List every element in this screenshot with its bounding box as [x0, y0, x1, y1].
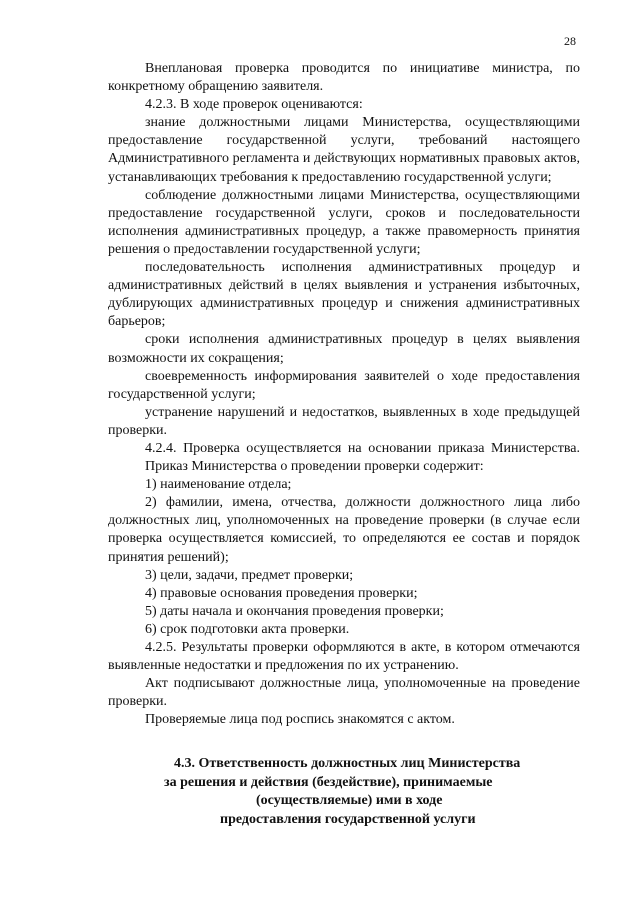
section-heading-4-3 — [108, 755, 580, 829]
heading-line-1: 4.3. Ответственность должностных лиц Министерства — [174, 756, 521, 772]
heading-line-4: предоставления государственной услуги — [220, 811, 476, 827]
paragraph-knowledge-requirements: знание должностными лицами Министерства, осуществляющими предоставление государственной услуги, требований настоящего Административного регламента и действующих нормативных правовых актов, устанавливающих требования к предоставлению государственной услуги; — [108, 115, 580, 185]
list-item-4: 4) правовые основания проведения проверки; — [145, 585, 418, 601]
page-number: 28 — [564, 34, 576, 48]
list-item-5: 5) даты начала и окончания проведения проверки; — [145, 603, 444, 619]
heading-line-2: за решения и действия (бездействие), принимаемые — [164, 774, 493, 790]
heading-line-3: (осуществляемые) ими в ходе — [256, 793, 443, 809]
list-item-3: 3) цели, задачи, предмет проверки; — [145, 567, 354, 583]
list-item-6: 6) срок подготовки акта проверки. — [145, 621, 350, 637]
paragraph-compliance-deadlines: соблюдение должностными лицами Министерства, осуществляющими предоставление государственной услуги, сроков и последовательности исполнения административных процедур, а также правомерность принятия решения о предоставлении государственной услуги; — [108, 187, 580, 257]
paragraph-order-contents: Приказ Министерства о проведении проверки содержит: — [145, 459, 484, 475]
document-body — [108, 60, 580, 829]
list-item-2: 2) фамилии, имена, отчества, должности должностного лица либо должностных лиц, уполномоченных на проведение проверки (в случае если проверка осуществляется комиссией, то определяются ее состав и порядок принятия решений); — [108, 495, 580, 565]
paragraph-act-signing: Акт подписывают должностные лица, уполномоченные на проведение проверки. — [108, 676, 580, 710]
paragraph-4-2-4: 4.2.4. Проверка осуществляется на основании приказа Министерства. — [145, 440, 580, 456]
paragraph-4-2-5: 4.2.5. Результаты проверки оформляются в акте, в котором отмечаются выявленные недостатки и предложения по их устранению. — [108, 640, 580, 674]
paragraph-elimination-violations: устранение нарушений и недостатков, выявленных в ходе предыдущей проверки. — [108, 404, 580, 438]
list-item-1: 1) наименование отдела; — [145, 477, 292, 493]
paragraph-unplanned-inspection: Внеплановая проверка проводится по инициативе министра, по конкретному обращению заявителя. — [108, 61, 580, 95]
paragraph-4-2-3: 4.2.3. В ходе проверок оцениваются: — [145, 97, 363, 113]
paragraph-timely-informing: своевременность информирования заявителей о ходе предоставления государственной услуги; — [108, 368, 580, 402]
paragraph-procedure-sequence: последовательность исполнения административных процедур и административных действий в целях выявления и устранения избыточных, дублирующих административных процедур и снижения административных барьеров; — [108, 260, 580, 330]
paragraph-acquaintance: Проверяемые лица под роспись знакомятся с актом. — [145, 712, 455, 728]
paragraph-execution-terms: сроки исполнения административных процедур в целях выявления возможности их сокращения; — [108, 332, 580, 366]
